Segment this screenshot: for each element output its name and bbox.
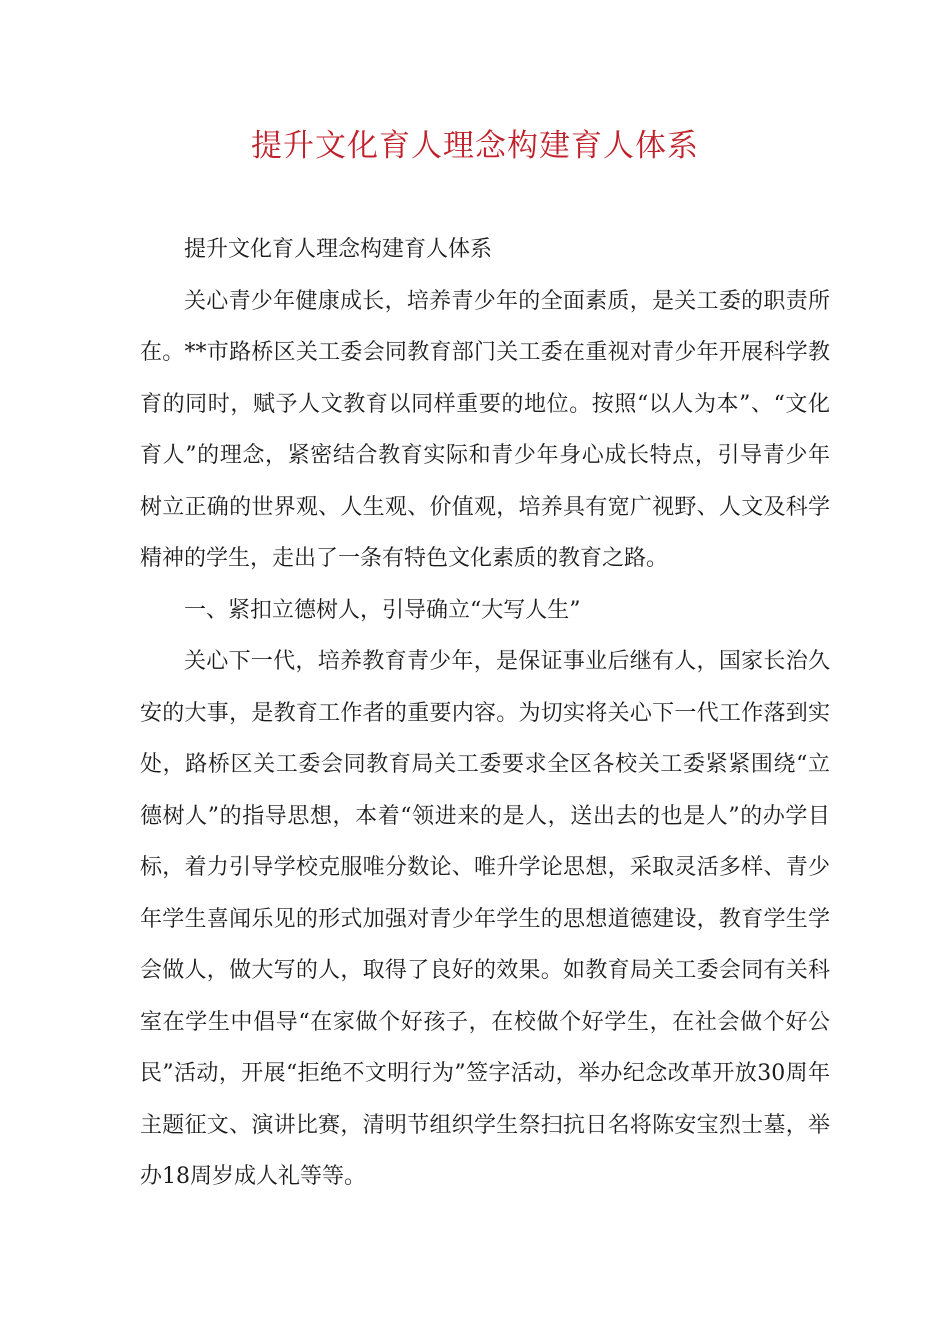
paragraph-subtitle: 提升文化育人理念构建育人体系 — [184, 237, 493, 262]
paragraph-intro: 关心青少年健康成长，培养青少年的全面素质，是关工委的职责所在。**市路桥区关工委会同教育部门关工委在重视对青少年开展科学教育的同时，赋予人文教育以同样重要的地位。按照“以人为本”、“文化育人”的理念，紧密结合教育实际和青少年身心成长特点，引导青少年树立正确的世界观、人生观、价值观，培养具有宽广视野、人文及科学精神的学生，走出了一条有特色文化素质的教育之路。 — [140, 288, 830, 571]
section-heading-1: 一、紧扣立德树人，引导确立“大写人生” — [184, 597, 581, 623]
document-title: 提升文化育人理念构建育人体系 — [251, 128, 699, 164]
document-body — [140, 224, 830, 1203]
paragraph-section-1: 关心下一代，培养教育青少年，是保证事业后继有人，国家长治久安的大事，是教育工作者的重要内容。为切实将关心下一代工作落到实处，路桥区关工委会同教育局关工委要求全区各校关工委紧紧围绕“立德树人”的指导思想，本着“领进来的是人，送出去的也是人”的办学目标，着力引导学校克服唯分数论、唯升学论思想，采取灵活多样、青少年学生喜闻乐见的形式加强对青少年学生的思想道德建设，教育学生学会做人，做大写的人，取得了良好的效果。如教育局关工委会同有关科室在学生中倡导“在家做个好孩子，在校做个好学生，在社会做个好公民”活动，开展“拒绝不文明行为”签字活动，举办纪念改革开放30周年主题征文、演讲比赛，清明节组织学生祭扫抗日名将陈安宝烈士墓，举办18周岁成人礼等等。 — [140, 649, 830, 1189]
